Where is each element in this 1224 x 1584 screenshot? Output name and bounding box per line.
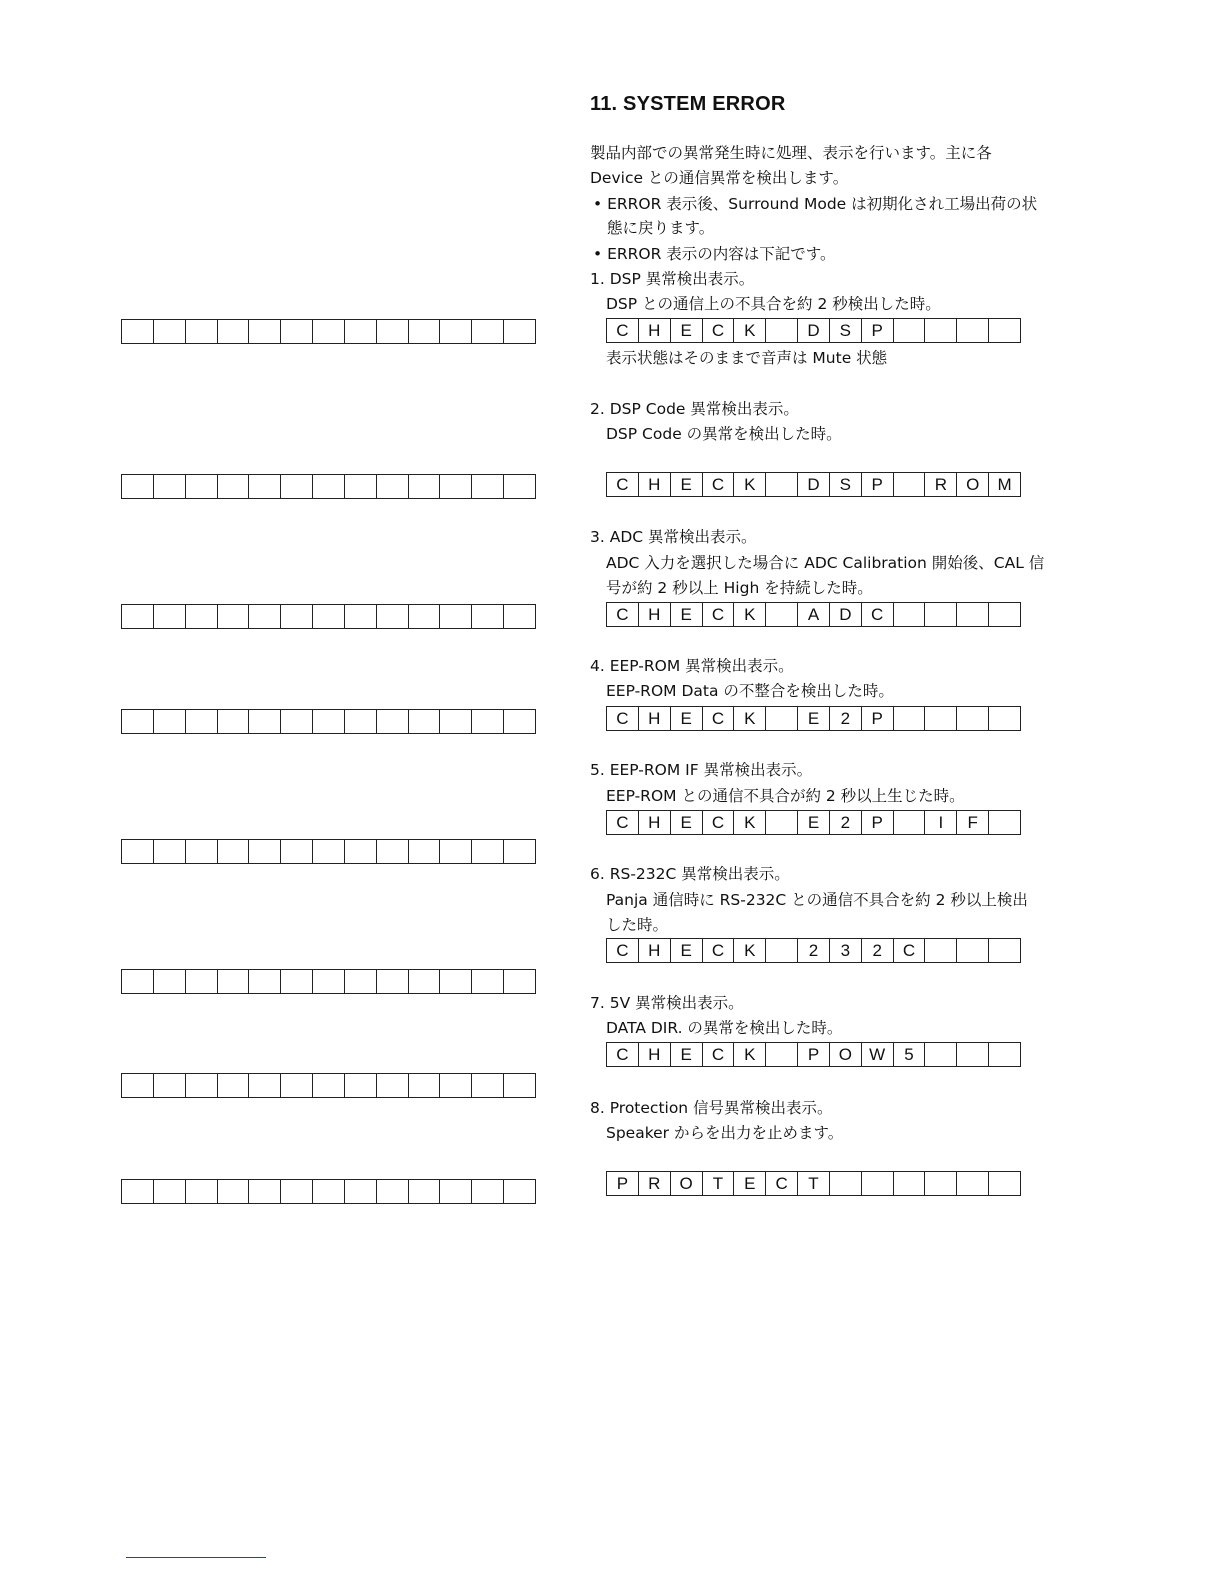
display-cell: W [862, 1043, 894, 1066]
blank-cell [377, 970, 409, 993]
blank-cell [472, 320, 504, 343]
item-2-display [606, 472, 1021, 497]
item-5-desc: EEP-ROM との通信不具合が約 2 秒以上生じた時。 [606, 787, 965, 805]
blank-cell [154, 605, 186, 628]
display-cell [925, 707, 957, 730]
display-cell: T [703, 1172, 735, 1195]
blank-cell [313, 1180, 345, 1203]
item-7-heading: 7. 5V 異常検出表示。 [590, 994, 744, 1012]
display-cell: C [607, 603, 639, 626]
blank-cell [154, 970, 186, 993]
item-4-desc: EEP-ROM Data の不整合を検出した時。 [606, 682, 894, 700]
display-cell: K [734, 1043, 766, 1066]
display-cell: O [830, 1043, 862, 1066]
blank-cell [186, 605, 218, 628]
display-cell: C [894, 939, 926, 962]
blank-display-1 [121, 319, 536, 344]
display-cell: P [607, 1172, 639, 1195]
display-cell [830, 1172, 862, 1195]
display-cell: I [925, 811, 957, 834]
blank-cell [154, 710, 186, 733]
blank-cell [440, 1180, 472, 1203]
display-cell: K [734, 811, 766, 834]
blank-cell [186, 840, 218, 863]
item-4-heading: 4. EEP-ROM 異常検出表示。 [590, 657, 794, 675]
display-cell: P [862, 811, 894, 834]
display-cell: P [862, 473, 894, 496]
footer-rule [126, 1557, 266, 1558]
item-1-desc: DSP との通信上の不具合を約 2 秒検出した時。 [606, 295, 941, 313]
display-cell: K [734, 939, 766, 962]
blank-cell [218, 710, 250, 733]
blank-display-4 [121, 709, 536, 734]
display-cell: C [607, 319, 639, 342]
display-cell [894, 707, 926, 730]
blank-cell [440, 605, 472, 628]
display-cell: T [798, 1172, 830, 1195]
blank-cell [154, 840, 186, 863]
display-cell [766, 473, 798, 496]
blank-cell [281, 1074, 313, 1097]
blank-cell [313, 970, 345, 993]
display-cell: P [798, 1043, 830, 1066]
blank-cell [409, 710, 441, 733]
display-cell [925, 939, 957, 962]
display-cell: C [703, 319, 735, 342]
blank-cell [281, 475, 313, 498]
item-3-display [606, 602, 1021, 627]
display-cell: C [862, 603, 894, 626]
blank-cell [377, 475, 409, 498]
blank-cell [218, 1074, 250, 1097]
display-cell: C [607, 707, 639, 730]
intro-bullet-1-cont: 態に戻ります。 [607, 219, 715, 237]
display-cell [957, 319, 989, 342]
blank-cell [377, 710, 409, 733]
display-cell: 2 [830, 707, 862, 730]
item-1-display [606, 318, 1021, 343]
display-cell: M [989, 473, 1021, 496]
display-cell: H [639, 603, 671, 626]
display-cell [925, 1043, 957, 1066]
blank-cell [281, 1180, 313, 1203]
blank-cell [472, 605, 504, 628]
display-cell: H [639, 707, 671, 730]
blank-cell [186, 1180, 218, 1203]
display-cell [989, 603, 1021, 626]
blank-cell [154, 475, 186, 498]
display-cell: R [639, 1172, 671, 1195]
display-cell [766, 939, 798, 962]
blank-cell [154, 320, 186, 343]
display-cell [766, 319, 798, 342]
item-5-heading: 5. EEP-ROM IF 異常検出表示。 [590, 761, 813, 779]
blank-cell [186, 970, 218, 993]
item-4-display [606, 706, 1021, 731]
blank-cell [281, 970, 313, 993]
display-cell: D [798, 319, 830, 342]
blank-cell [504, 320, 536, 343]
blank-cell [472, 475, 504, 498]
item-3-desc-1: ADC 入力を選択した場合に ADC Calibration 開始後、CAL 信 [606, 554, 1045, 572]
blank-cell [313, 1074, 345, 1097]
blank-cell [377, 1180, 409, 1203]
blank-cell [122, 475, 154, 498]
display-cell [894, 319, 926, 342]
display-cell: E [671, 939, 703, 962]
item-1-note: 表示状態はそのままで音声は Mute 状態 [606, 349, 888, 367]
blank-cell [472, 840, 504, 863]
blank-cell [218, 320, 250, 343]
display-cell: 2 [862, 939, 894, 962]
display-cell: C [607, 939, 639, 962]
blank-cell [281, 320, 313, 343]
intro-line-2: Device との通信異常を検出します。 [590, 169, 849, 187]
display-cell [894, 811, 926, 834]
blank-cell [281, 605, 313, 628]
item-6-desc-1: Panja 通信時に RS-232C との通信不具合を約 2 秒以上検出 [606, 891, 1028, 909]
blank-cell [345, 1074, 377, 1097]
blank-cell [249, 840, 281, 863]
blank-cell [218, 605, 250, 628]
blank-cell [440, 840, 472, 863]
blank-cell [218, 840, 250, 863]
blank-cell [249, 475, 281, 498]
blank-cell [281, 840, 313, 863]
display-cell: D [798, 473, 830, 496]
display-cell: D [830, 603, 862, 626]
blank-cell [249, 605, 281, 628]
display-cell [989, 319, 1021, 342]
item-7-display [606, 1042, 1021, 1067]
display-cell [957, 939, 989, 962]
display-cell: C [703, 707, 735, 730]
display-cell: C [703, 473, 735, 496]
item-8-heading: 8. Protection 信号異常検出表示。 [590, 1099, 833, 1117]
display-cell: C [703, 811, 735, 834]
display-cell: 5 [894, 1043, 926, 1066]
blank-cell [122, 840, 154, 863]
blank-display-6 [121, 969, 536, 994]
display-cell [766, 707, 798, 730]
blank-cell [313, 840, 345, 863]
blank-cell [345, 710, 377, 733]
blank-cell [154, 1180, 186, 1203]
blank-display-8 [121, 1179, 536, 1204]
display-cell: H [639, 473, 671, 496]
display-cell: R [925, 473, 957, 496]
display-cell [894, 1172, 926, 1195]
blank-cell [409, 840, 441, 863]
intro-line-1: 製品内部での異常発生時に処理、表示を行います。主に各 [590, 144, 992, 162]
blank-cell [409, 605, 441, 628]
blank-cell [345, 970, 377, 993]
display-cell [766, 1043, 798, 1066]
blank-cell [218, 970, 250, 993]
display-cell: H [639, 319, 671, 342]
item-8-desc: Speaker からを出力を止めます。 [606, 1124, 844, 1142]
display-cell: H [639, 811, 671, 834]
display-cell: S [830, 319, 862, 342]
blank-cell [440, 320, 472, 343]
blank-cell [472, 970, 504, 993]
blank-cell [440, 970, 472, 993]
item-2-heading: 2. DSP Code 異常検出表示。 [590, 400, 799, 418]
display-cell: O [957, 473, 989, 496]
display-cell: F [957, 811, 989, 834]
blank-cell [377, 840, 409, 863]
display-cell: 2 [798, 939, 830, 962]
blank-cell [409, 1180, 441, 1203]
blank-cell [218, 475, 250, 498]
display-cell: H [639, 1043, 671, 1066]
display-cell: P [862, 319, 894, 342]
blank-cell [249, 1074, 281, 1097]
display-cell [957, 603, 989, 626]
blank-cell [440, 710, 472, 733]
blank-cell [345, 840, 377, 863]
display-cell: S [830, 473, 862, 496]
item-7-desc: DATA DIR. の異常を検出した時。 [606, 1019, 843, 1037]
blank-cell [122, 1180, 154, 1203]
display-cell [957, 1172, 989, 1195]
display-cell: E [798, 811, 830, 834]
display-cell [894, 473, 926, 496]
blank-cell [313, 475, 345, 498]
blank-cell [409, 970, 441, 993]
item-6-desc-2: した時。 [606, 916, 669, 934]
blank-cell [409, 475, 441, 498]
display-cell [989, 939, 1021, 962]
display-cell: E [671, 603, 703, 626]
blank-cell [409, 320, 441, 343]
display-cell: K [734, 603, 766, 626]
item-1-heading: 1. DSP 異常検出表示。 [590, 270, 755, 288]
display-cell: 3 [830, 939, 862, 962]
blank-cell [122, 320, 154, 343]
display-cell [766, 811, 798, 834]
display-cell [894, 603, 926, 626]
display-cell: C [766, 1172, 798, 1195]
display-cell: K [734, 473, 766, 496]
display-cell [957, 1043, 989, 1066]
blank-cell [249, 1180, 281, 1203]
item-3-heading: 3. ADC 異常検出表示。 [590, 528, 757, 546]
display-cell [989, 1172, 1021, 1195]
display-cell [925, 1172, 957, 1195]
display-cell: H [639, 939, 671, 962]
display-cell: E [671, 319, 703, 342]
blank-cell [218, 1180, 250, 1203]
blank-display-3 [121, 604, 536, 629]
blank-cell [186, 710, 218, 733]
blank-cell [377, 1074, 409, 1097]
blank-cell [249, 970, 281, 993]
display-cell: O [671, 1172, 703, 1195]
display-cell: E [671, 707, 703, 730]
item-5-display [606, 810, 1021, 835]
display-cell: C [703, 603, 735, 626]
display-cell: C [607, 473, 639, 496]
blank-cell [345, 605, 377, 628]
display-cell: E [798, 707, 830, 730]
blank-cell [504, 970, 536, 993]
blank-cell [377, 605, 409, 628]
blank-cell [281, 710, 313, 733]
display-cell: E [671, 1043, 703, 1066]
blank-cell [409, 1074, 441, 1097]
blank-cell [377, 320, 409, 343]
item-3-desc-2: 号が約 2 秒以上 High を持続した時。 [606, 579, 873, 597]
blank-cell [122, 710, 154, 733]
item-8-display [606, 1171, 1021, 1196]
display-cell: C [703, 939, 735, 962]
display-cell: C [607, 811, 639, 834]
blank-cell [440, 1074, 472, 1097]
blank-cell [440, 475, 472, 498]
intro-bullet-1: • ERROR 表示後、Surround Mode は初期化され工場出荷の状 [593, 195, 1038, 213]
item-6-display [606, 938, 1021, 963]
blank-cell [504, 710, 536, 733]
display-cell [925, 319, 957, 342]
display-cell: E [671, 473, 703, 496]
blank-cell [504, 1074, 536, 1097]
blank-cell [122, 1074, 154, 1097]
blank-display-5 [121, 839, 536, 864]
display-cell: C [703, 1043, 735, 1066]
blank-cell [472, 710, 504, 733]
display-cell [989, 707, 1021, 730]
blank-cell [122, 605, 154, 628]
display-cell: K [734, 707, 766, 730]
display-cell: K [734, 319, 766, 342]
display-cell: 2 [830, 811, 862, 834]
blank-cell [249, 710, 281, 733]
blank-display-7 [121, 1073, 536, 1098]
display-cell [957, 707, 989, 730]
blank-cell [472, 1180, 504, 1203]
page-title: 11. SYSTEM ERROR [590, 93, 786, 115]
display-cell: E [671, 811, 703, 834]
display-cell: A [798, 603, 830, 626]
blank-cell [504, 1180, 536, 1203]
blank-cell [313, 605, 345, 628]
item-2-desc: DSP Code の異常を検出した時。 [606, 425, 842, 443]
display-cell: E [734, 1172, 766, 1195]
display-cell [925, 603, 957, 626]
display-cell [989, 1043, 1021, 1066]
blank-cell [186, 320, 218, 343]
display-cell [989, 811, 1021, 834]
blank-cell [154, 1074, 186, 1097]
blank-display-2 [121, 474, 536, 499]
blank-cell [345, 475, 377, 498]
blank-cell [504, 840, 536, 863]
blank-cell [504, 475, 536, 498]
blank-cell [345, 320, 377, 343]
intro-bullet-2: • ERROR 表示の内容は下記です。 [593, 245, 836, 263]
blank-cell [313, 320, 345, 343]
blank-cell [345, 1180, 377, 1203]
display-cell: C [607, 1043, 639, 1066]
blank-cell [472, 1074, 504, 1097]
blank-cell [249, 320, 281, 343]
item-6-heading: 6. RS-232C 異常検出表示。 [590, 865, 790, 883]
blank-cell [186, 475, 218, 498]
display-cell: P [862, 707, 894, 730]
blank-cell [504, 605, 536, 628]
display-cell [766, 603, 798, 626]
blank-cell [186, 1074, 218, 1097]
blank-cell [122, 970, 154, 993]
display-cell [862, 1172, 894, 1195]
blank-cell [313, 710, 345, 733]
